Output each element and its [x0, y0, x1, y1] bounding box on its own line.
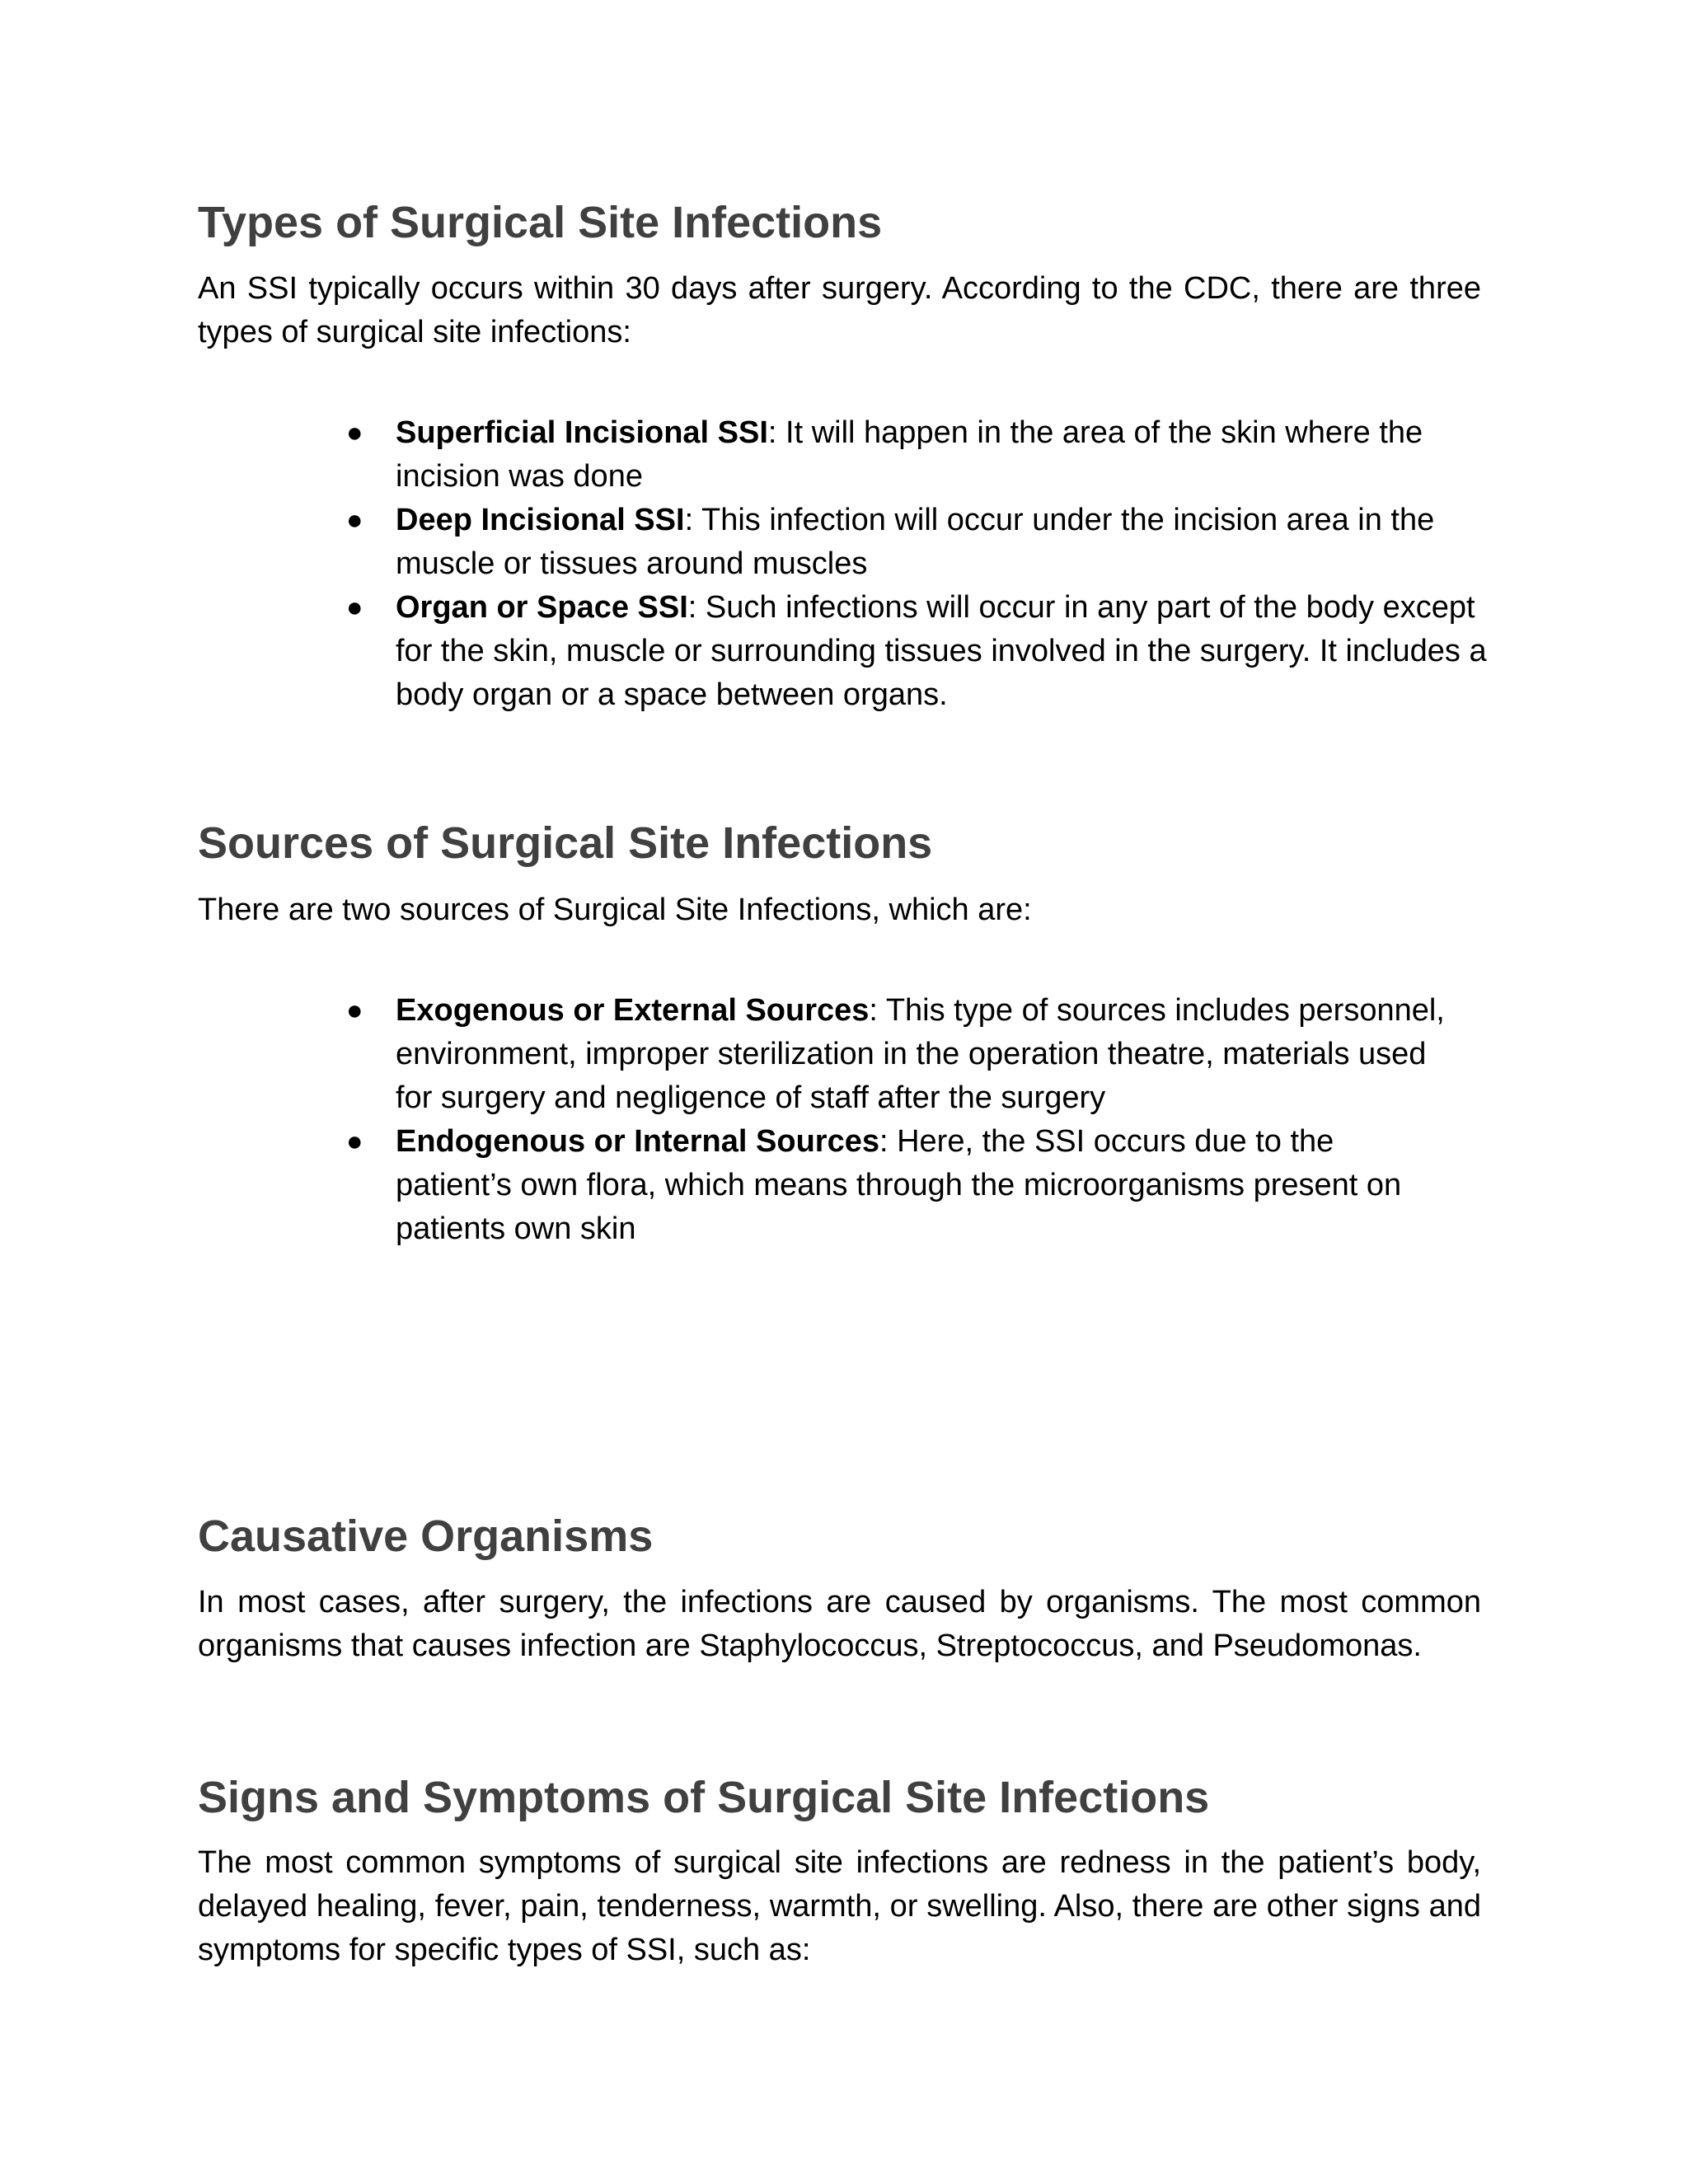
- bullet-term: Superficial Incisional SSI: [396, 415, 768, 450]
- bullet-icon: ●: [346, 504, 363, 536]
- list-item: [346, 499, 1496, 586]
- section-paragraph-types: An SSI typically occurs within 30 days after surgery. According to the CDC, there are three types of surgical site infections:: [198, 271, 1481, 349]
- bullet-text: : Here, the SSI occurs due to the patient’s own flora, which means through the microorganisms present on patients own skin: [396, 1124, 1402, 1246]
- bullet-text: : It will happen in the area of the skin where the incision was done: [396, 415, 1423, 494]
- bullet-icon: ●: [346, 1126, 363, 1157]
- list-item: [346, 411, 1496, 499]
- section-heading-sources: Sources of Surgical Site Infections: [198, 818, 933, 868]
- section-paragraph-organisms: In most cases, after surgery, the infections are caused by organisms. The most common organisms that causes infection are Staphylococcus, Streptococcus, and Pseudomonas.: [198, 1585, 1481, 1663]
- bullet-term: Endogenous or Internal Sources: [396, 1124, 879, 1159]
- bullet-list-types: [346, 411, 1496, 717]
- section-heading-types: Types of Surgical Site Infections: [198, 198, 883, 247]
- bullet-icon: ●: [346, 995, 363, 1026]
- bullet-text: : This type of sources includes personnel, environment, improper sterilization in the operation theatre, materials used for surgery and negligence of staff after the surgery: [396, 993, 1445, 1115]
- bullet-text: : Such infections will occur in any part of the body except for the skin, muscle or surrounding tissues involved in the surgery. It includes a body organ or a space between organs.: [396, 590, 1487, 712]
- section-paragraph-sources: There are two sources of Surgical Site Infections, which are:: [198, 893, 1032, 927]
- bullet-term: Deep Incisional SSI: [396, 503, 685, 537]
- bullet-text: : This infection will occur under the incision area in the muscle or tissues around muscles: [396, 503, 1435, 581]
- list-item: [346, 1120, 1455, 1251]
- section-heading-symptoms: Signs and Symptoms of Surgical Site Infections: [198, 1773, 1210, 1822]
- bullet-icon: ●: [346, 417, 363, 448]
- bullet-icon: ●: [346, 592, 363, 623]
- list-item: [346, 989, 1455, 1120]
- section-heading-organisms: Causative Organisms: [198, 1511, 654, 1561]
- list-item: [346, 586, 1496, 717]
- bullet-list-sources: [346, 989, 1455, 1251]
- section-paragraph-symptoms: The most common symptoms of surgical site infections are redness in the patient’s body, delayed healing, fever, pain, tenderness, warmth, or swelling. Also, there are other signs and symptoms for specific types of SSI, such as:: [198, 1845, 1481, 1967]
- bullet-term: Organ or Space SSI: [396, 590, 688, 625]
- bullet-term: Exogenous or External Sources: [396, 993, 870, 1028]
